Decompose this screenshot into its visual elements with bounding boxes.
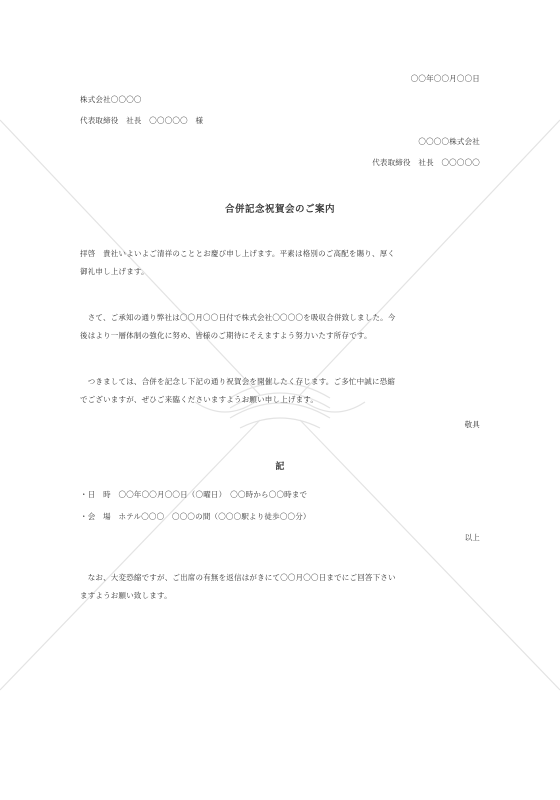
- document-date: 〇〇年〇〇月〇〇日: [410, 74, 480, 83]
- paragraph-line: さて、ご承知の通り弊社は〇〇月〇〇日付で株式会社〇〇〇〇を吸収合併致しました。今: [80, 313, 396, 322]
- event-venue: ・会 場 ホテル〇〇〇 〇〇〇の間（〇〇〇駅より徒歩〇〇分）: [80, 512, 311, 521]
- sender-name: 代表取締役 社長 〇〇〇〇〇: [372, 158, 480, 167]
- paragraph-line: なお、大変恐縮ですが、ご出席の有無を返信はがきにて〇〇月〇〇日までにご回答下さい: [80, 573, 396, 582]
- document-title: 合併記念祝賀会のご案内: [224, 204, 335, 215]
- event-datetime: ・日 時 〇〇年〇〇月〇〇日（〇曜日） 〇〇時から〇〇時まで: [80, 490, 308, 499]
- paragraph-greeting: [80, 245, 480, 281]
- paragraph-line: 御礼申し上げます。: [80, 267, 149, 276]
- recipient-name: 代表取締役 社長 〇〇〇〇〇 様: [80, 116, 204, 125]
- paragraph-rsvp: [80, 569, 480, 605]
- paragraph-line: 拝啓 貴社いよいよご清祥のこととお慶び申し上げます。平素は格別のご高配を賜り、厚く: [80, 249, 396, 258]
- paragraph-line: つきましては、合併を記念し下記の通り祝賀会を開催したく存じます。ご多忙中誠に恐縮: [80, 377, 396, 386]
- ki-heading: 記: [275, 462, 285, 472]
- paragraph-line: ますようお願い致します。: [80, 591, 172, 600]
- paragraph-line: でございますが、ぜひご来臨くださいますようお願い申し上げます。: [80, 395, 319, 404]
- paragraph-invitation: [80, 373, 480, 409]
- sender-company: 〇〇〇〇株式会社: [418, 137, 480, 146]
- paragraph-announcement: [80, 309, 480, 345]
- recipient-company: 株式会社〇〇〇〇: [80, 95, 142, 104]
- paragraph-line: 後はより一層体制の強化に努め、皆様のご期待にそえますよう努力いたす所存です。: [80, 331, 372, 340]
- closing-keigu: 敬具: [464, 420, 480, 429]
- closing-ijou: 以上: [464, 533, 480, 542]
